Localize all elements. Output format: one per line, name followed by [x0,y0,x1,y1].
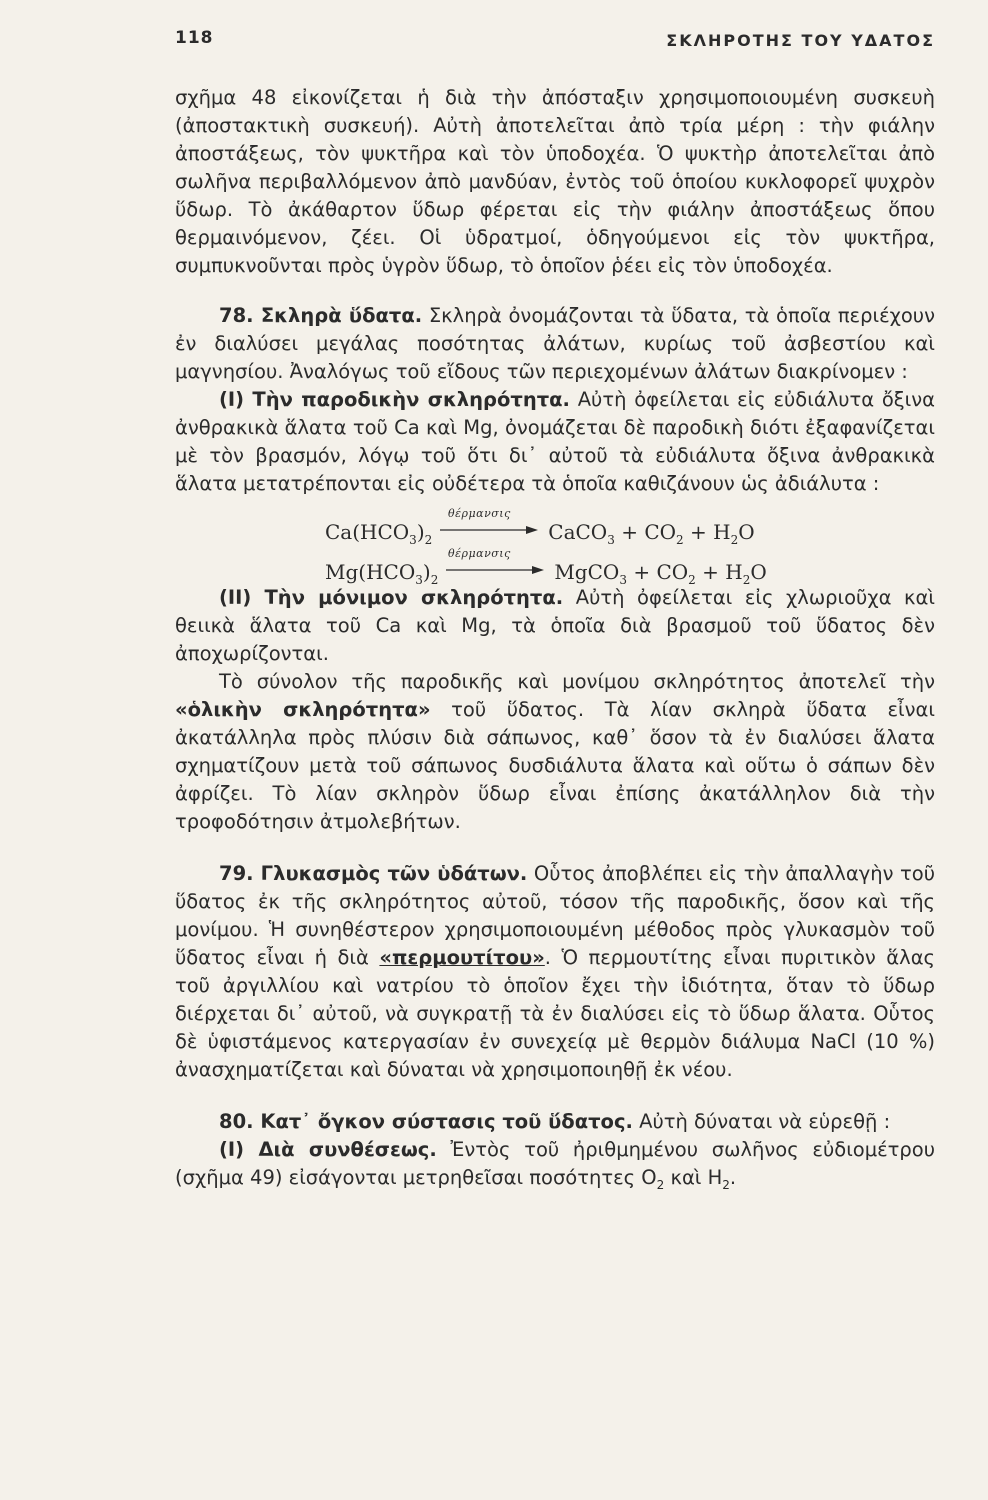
section-79-heading: 79. Γλυκασμὸς τῶν ὑδάτων. [219,862,528,885]
eq1-product: CaCO [548,520,608,544]
eq2-reactant: Mg(HCO [325,560,416,584]
equation-magnesium: $Mg(HCO_3)_2$ MgCO$_3$ + $CO_2 + H_2O$ [325,560,767,587]
section-78 [175,302,935,386]
section-78-heading: 78. Σκληρὰ ὕδατα. [219,304,423,327]
permanent-hardness-heading: (ΙΙ) Τὴν μόνιμον σκληρότητα. [219,586,564,609]
running-head: ΣΚΛΗΡΟΤΗΣ ΤΟΥ ΥΔΑΤΟΣ [666,31,935,50]
section-79: 79. Γλυκασμὸς τῶν ὑδάτων. Οὗτος ἀποβλέπει εἰς τὴν ἀπαλλαγὴν τοῦ ὕδατος ἐκ τῆς σκληρότητος αὐτοῦ, τόσον τῆς παροδικῆς, ὅσον καὶ τῆς μονίμου. Ἡ συνηθέστερον χρησιμοποιουμένη μέθοδος πρὸς γλυκασμὸν τοῦ ὕδατος εἶναι ἡ διὰ «περμουτίτου». Ὁ περμουτίτης εἶναι πυριτικὸν ἅλας τοῦ ἀργιλλίου καὶ νατρίου τὸ ὁποῖον ἔχει τὴν ἰδιότητα, ὅταν τὸ ὕδωρ διέρχεται δι᾽ αὐτοῦ, νὰ συγκρατῇ τὰ ἐν διαλύσει εἰς τὸ ὕδωρ ἅλατα. Οὗτος δὲ ὑφιστάμενος κατεργασίαν ἐν συνεχείᾳ μὲ θερμὸν διάλυμα NaCl (10 %) ἀνασχηματίζεται καὶ δύναται νὰ χρησιμοποιηθῇ ἐκ νέου. [175,862,935,1081]
reaction-arrow-icon [446,565,546,575]
page-header [175,28,935,58]
temporary-hardness-text: Αὐτὴ ὀφείλεται εἰς εὐδιάλυτα ὄξινα ἀνθρακικὰ ἅλατα τοῦ Ca καὶ Mg, ὀνομάζεται δὲ παροδικὴ διότι ἐξαφανίζεται μὲ τὸν βρασμόν, λόγῳ τοῦ ὅτι δι᾽ αὐτοῦ τὰ εὐδιάλυτα ὄξινα ἀνθρακικὰ ἅλατα μετατρέπονται εἰς οὐδέτερα τὰ ὁποῖα καθιζάνουν ὡς ἀδιάλυτα : [175,388,936,495]
paragraph-distillation: σχῆμα 48 εἰκονίζεται ἡ διὰ τὴν ἀπόσταξιν χρησιμοποιουμένη συσκευὴ (ἀποστακτικὴ συσκευή). Αὐτὴ ἀποτελεῖται ἀπὸ τρία μέρη : τὴν φιάλην ἀποστάξεως, τὸν ψυκτῆρα καὶ τὸν ὑποδοχέα. Ὁ ψυκτὴρ ἀποτελεῖται ἀπὸ σωλῆνα περιβαλλόμενον ἀπὸ μανδύαν, ἐντὸς τοῦ ὁποίου κυκλοφορεῖ ψυχρὸν ὕδωρ. Τὸ ἀκάθαρτον ὕδωρ φέρεται εἰς τὴν φιάλην ἀποστάξεως ὅπου θερμαινόμενον, ζέει. Οἱ ὑδρατμοί, ὁδηγούμενοι εἰς τὸν ψυκτῆρα, συμπυκνοῦνται πρὸς ὑγρὸν ὕδωρ, τὸ ὁποῖον ῥέει εἰς τὸν ὑποδοχέα. [175,86,935,277]
page-body [175,84,935,1199]
section-80: 80. Κατ᾽ ὄγκον σύστασις τοῦ ὕδατος. Αὐτὴ δύναται νὰ εὑρεθῇ : [219,1110,891,1133]
temporary-hardness [175,386,935,498]
synthesis-method: (Ι) Διὰ συνθέσεως. Ἐντὸς τοῦ ἠριθμημένου σωλῆνος εὐδιομέτρου (σχῆμα 49) εἰσάγονται μετρηθεῖσαι ποσότητες $O_2$ καὶ $H_2$. [175,1138,935,1192]
permanent-hardness [175,584,935,668]
permanent-hardness-text: Αὐτὴ ὀφείλεται εἰς χλωριοῦχα καὶ θειικὰ ἅλατα τοῦ Ca καὶ Mg, τὰ ὁποῖα διὰ βρασμοῦ τοῦ ὕδατος δὲν ἀποχωρίζονται. [175,586,935,665]
permutit-term: «περμουτίτου» [379,946,545,969]
reaction-arrow-icon [440,525,540,535]
total-hardness-term: «ὁλικὴν σκληρότητα» [175,698,431,721]
temporary-hardness-heading: (Ι) Τὴν παροδικὴν σκληρότητα. [219,388,570,411]
eq2-product: MgCO [554,560,620,584]
page-number: 118 [175,28,214,48]
total-hardness: Τὸ σύνολον τῆς παροδικῆς καὶ μονίμου σκληρότητος ἀποτελεῖ τὴν «ὁλικὴν σκληρότητα» τοῦ ὕδατος. Τὰ λίαν σκληρὰ ὕδατα εἶναι ἀκατάλληλα πρὸς πλύσιν διὰ σάπωνος, καθ᾽ ὅσον τὰ ἐν διαλύσει ἅλατα σχηματίζουν μετὰ τοῦ σάπωνος δυσδιάλυτα ἅλατα καὶ οὕτω ὁ σάπων δὲν ἀφρίζει. Τὸ λίαν σκληρὸν ὕδωρ εἶναι ἐπίσης ἀκατάλληλον διὰ τὴν τροφοδότησιν ἀτμολεβήτων. [175,670,935,833]
eq1-condition: θέρμανσις [448,507,511,520]
section-80-heading: 80. Κατ᾽ ὄγκον σύστασις τοῦ ὕδατος. [219,1110,633,1133]
eq2-condition: θέρμανσις [448,547,511,560]
section-78-text: Σκληρὰ ὀνομάζονται τὰ ὕδατα, τὰ ὁποῖα περιέχουν ἐν διαλύσει μεγάλας ποσότητας ἀλάτων, κυρίως τοῦ ἀσβεστίου καὶ μαγνησίου. Ἀναλόγως τοῦ εἴδους τῶν περιεχομένων ἀλάτων διακρίνομεν : [175,304,935,383]
equation-calcium: $Ca(HCO_3)_2$ CaCO$_3$ + $CO_2 + H_2O$ [325,520,755,547]
synthesis-heading: (Ι) Διὰ συνθέσεως. [219,1138,437,1161]
reaction-equations [175,498,935,587]
eq1-reactant: Ca(HCO [325,520,410,544]
